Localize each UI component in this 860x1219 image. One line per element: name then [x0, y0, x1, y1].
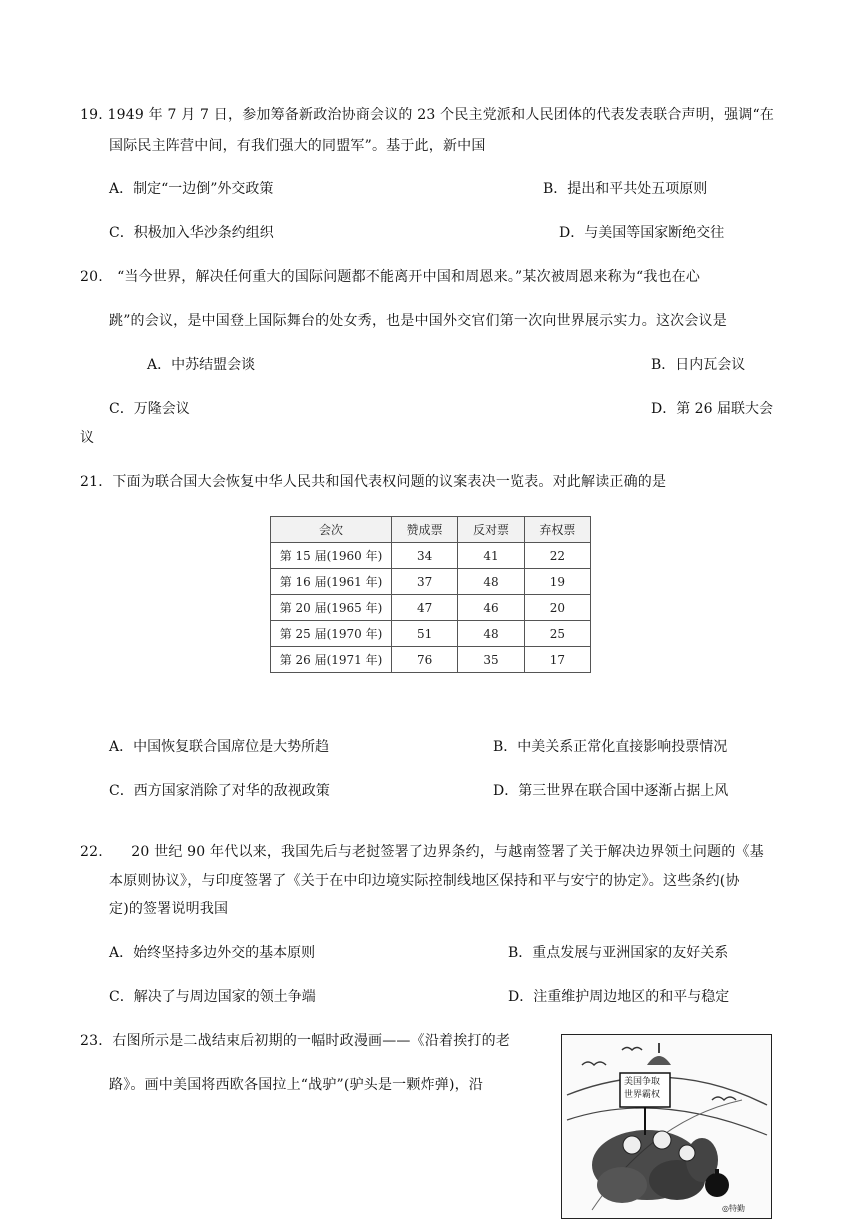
q20-option-d[interactable]: D．第 26 届联大会 — [651, 401, 773, 417]
table-cell: 第 26 届(1971 年) — [271, 647, 392, 673]
q21-option-b[interactable]: B．中美关系正常化直接影响投票情况 — [493, 739, 728, 755]
q19-stem-line1: 19. 1949 年 7 月 7 日，参加筹备新政治协商会议的 23 个民主党派和人民团体的代表发表联合声明，强调“在 — [80, 107, 775, 123]
q22-option-d[interactable]: D．注重维护周边地区的和平与稳定 — [508, 989, 730, 1005]
table-cell: 17 — [524, 647, 590, 673]
q20-option-d-overflow: 议 — [80, 430, 94, 446]
vote-table — [270, 516, 591, 673]
col-header-abstain: 弃权票 — [524, 517, 590, 543]
table-cell: 41 — [458, 543, 524, 569]
q22-stem-line2: 本原则协议》，与印度签署了《关于在中印边境实际控制线地区保持和平与安宁的协定》。这些条约(协 — [109, 873, 740, 889]
q22-option-b[interactable]: B．重点发展与亚洲国家的友好关系 — [508, 945, 729, 961]
q19-option-a[interactable]: A．制定“一边倒”外交政策 — [109, 181, 274, 197]
col-header-session: 会次 — [271, 517, 392, 543]
q19-option-b[interactable]: B．提出和平共处五项原则 — [543, 181, 708, 197]
vote-table-header — [271, 517, 591, 543]
table-cell: 19 — [524, 569, 590, 595]
table-cell: 34 — [392, 543, 458, 569]
q20-option-a[interactable]: A．中苏结盟会谈 — [147, 357, 256, 373]
cartoon-artist-signature: ◎特勤 — [722, 1204, 745, 1213]
political-cartoon-image — [561, 1034, 772, 1219]
q22-option-a[interactable]: A．始终坚持多边外交的基本原则 — [109, 945, 316, 961]
q19-stem-line2: 国际民主阵营中间，有我们强大的同盟军”。基于此，新中国 — [109, 138, 486, 154]
table-cell: 48 — [458, 621, 524, 647]
col-header-no: 反对票 — [458, 517, 524, 543]
col-header-yes: 赞成票 — [392, 517, 458, 543]
q19-option-c[interactable]: C．积极加入华沙条约组织 — [109, 225, 274, 241]
table-row — [271, 595, 591, 621]
q20-option-c[interactable]: C．万隆会议 — [109, 401, 190, 417]
q20-stem-line2: 跳”的会议，是中国登上国际舞台的处女秀，也是中国外交官们第一次向世界展示实力。这次会议是 — [109, 313, 727, 329]
q23-stem-line1: 23．右图所示是二战结束后初期的一幅时政漫画——《沿着挨打的老 — [80, 1033, 511, 1049]
table-cell: 46 — [458, 595, 524, 621]
q21-option-c[interactable]: C．西方国家消除了对华的敌视政策 — [109, 783, 330, 799]
table-cell: 第 16 届(1961 年) — [271, 569, 392, 595]
table-cell: 76 — [392, 647, 458, 673]
q20-stem-line1: 20. “当今世界，解决任何重大的国际问题都不能离开中国和周恩来。”某次被周恩来称为“我也在心 — [80, 269, 701, 285]
q22-stem-line3: 定)的签署说明我国 — [109, 901, 229, 917]
table-cell: 51 — [392, 621, 458, 647]
q19-option-d[interactable]: D．与美国等国家断绝交往 — [559, 225, 725, 241]
table-row — [271, 647, 591, 673]
table-row — [271, 621, 591, 647]
table-cell: 37 — [392, 569, 458, 595]
cartoon-sign-line1: 美国争取 — [624, 1077, 661, 1087]
q21-option-d[interactable]: D．第三世界在联合国中逐渐占据上风 — [493, 783, 729, 799]
q23-stem-line2: 路》。画中美国将西欧各国拉上“战驴”(驴头是一颗炸弹)，沿 — [109, 1077, 484, 1093]
table-cell: 20 — [524, 595, 590, 621]
table-cell: 48 — [458, 569, 524, 595]
q22-stem-line1: 22. 20 世纪 90 年代以来，我国先后与老挝签署了边界条约，与越南签署了关于解决边界领土问题的《基 — [80, 844, 764, 860]
cartoon-sign-line2: 世界霸权 — [624, 1090, 661, 1100]
q21-option-a[interactable]: A．中国恢复联合国席位是大势所趋 — [109, 739, 330, 755]
table-cell: 第 25 届(1970 年) — [271, 621, 392, 647]
table-cell: 第 20 届(1965 年) — [271, 595, 392, 621]
cartoon-drawing — [562, 1035, 771, 1218]
table-cell: 47 — [392, 595, 458, 621]
table-cell: 35 — [458, 647, 524, 673]
q22-option-c[interactable]: C．解决了与周边国家的领土争端 — [109, 989, 316, 1005]
table-cell: 22 — [524, 543, 590, 569]
q21-stem: 21．下面为联合国大会恢复中华人民共和国代表权问题的议案表决一览表。对此解读正确的是 — [80, 474, 667, 490]
table-row — [271, 569, 591, 595]
q20-option-b[interactable]: B．日内瓦会议 — [651, 357, 746, 373]
table-cell: 第 15 届(1960 年) — [271, 543, 392, 569]
table-row — [271, 543, 591, 569]
table-cell: 25 — [524, 621, 590, 647]
